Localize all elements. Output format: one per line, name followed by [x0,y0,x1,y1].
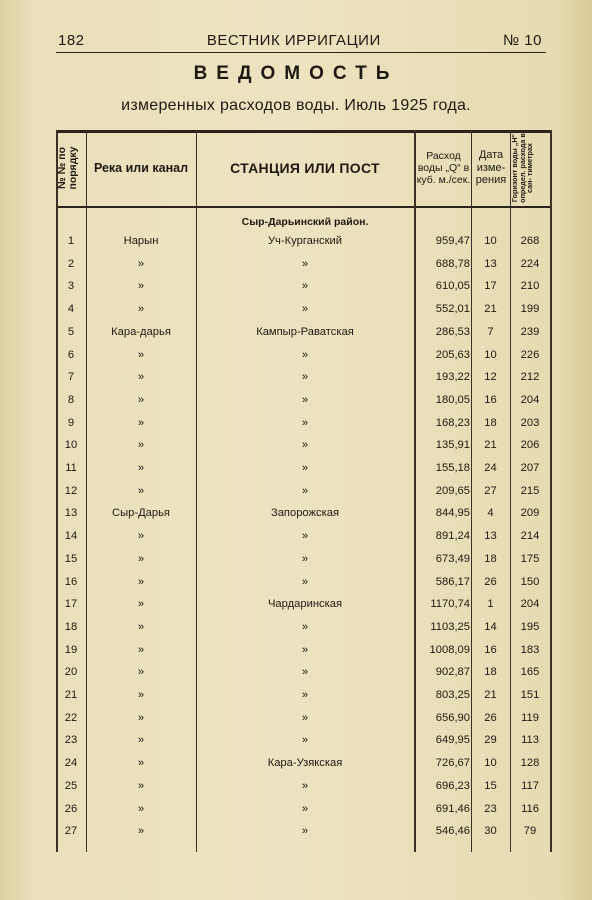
station-cell: » [301,484,309,497]
date-cell: 23 [484,802,497,815]
date-cell: 26 [484,575,497,588]
river-cell: » [137,484,145,497]
station-cell: » [301,734,309,747]
table-row [56,685,552,708]
station-cell: » [301,666,309,679]
flow-cell: 673,49 [435,552,470,565]
flow-cell: 209,65 [435,484,470,497]
horizon-cell: 215 [520,484,540,497]
date-cell: 7 [487,325,494,338]
horizon-cell: 116 [521,802,539,815]
river-cell: » [137,575,145,588]
river-cell: » [137,734,145,747]
river-cell: » [137,711,145,724]
station-cell: » [301,530,309,543]
row-number: 11 [65,462,77,474]
river-cell: » [137,393,145,406]
header-station: СТАНЦИЯ ИЛИ ПОСТ [230,159,380,176]
row-number: 24 [64,757,78,770]
row-number: 20 [64,666,78,679]
district-heading: Сыр-Дарьинский район. [241,216,369,228]
date-cell: 10 [484,235,497,247]
station-cell: » [301,779,309,792]
date-cell: 16 [484,643,497,656]
flow-table [56,130,552,852]
table-row [56,640,552,663]
table-row [56,458,552,481]
river-cell: » [137,462,145,474]
horizon-cell: 268 [520,235,540,247]
date-cell: 15 [484,779,497,792]
station-cell: Кампыр-Раватская [256,325,354,338]
river-cell: » [137,598,145,611]
table-row [56,821,552,844]
row-number: 1 [67,235,75,247]
row-number: 27 [64,825,78,838]
flow-cell: 803,25 [435,689,470,701]
row-number: 9 [67,416,75,429]
horizon-cell: 128 [520,757,540,770]
row-number: 14 [64,530,78,543]
river-cell: » [137,689,145,701]
horizon-cell: 183 [520,643,540,656]
table-row [56,776,552,799]
horizon-cell: 226 [520,348,540,361]
date-cell: 10 [484,757,497,770]
table-row [56,299,552,322]
river-cell: » [137,779,145,792]
row-number: 23 [64,734,78,747]
date-cell: 27 [484,484,497,497]
date-cell: 13 [484,530,497,543]
table-row [56,322,552,345]
document-subtitle: измеренных расходов воды. Июль 1925 года. [121,97,471,114]
horizon-cell: 119 [521,711,539,724]
river-cell: » [137,348,145,361]
river-cell: » [137,802,145,815]
table-row [56,730,552,753]
table-row [56,390,552,413]
row-number: 13 [64,507,78,520]
station-cell: » [301,280,309,293]
issue-number: № 10 [503,32,542,49]
flow-cell: 205,63 [435,348,470,361]
date-cell: 18 [484,666,497,679]
river-cell: » [137,257,145,270]
row-number: 10 [64,439,78,452]
river-cell: » [137,643,145,656]
page-number: 182 [58,32,85,49]
table-row [56,708,552,731]
table-row [56,799,552,822]
station-cell: » [301,689,309,701]
station-cell: Чардаринская [267,598,343,611]
station-cell: » [301,462,309,474]
date-cell: 12 [484,371,497,384]
flow-cell: 649,95 [435,734,470,747]
date-cell: 1 [487,598,494,611]
table-row [56,572,552,595]
table-row [56,413,552,436]
river-cell: Кара-дарья [111,325,171,338]
date-cell: 29 [484,734,497,747]
station-cell: » [301,552,309,565]
table-row [56,345,552,368]
river-cell: » [137,371,145,384]
table-row [56,367,552,390]
date-cell: 21 [484,303,497,316]
station-cell: » [301,439,309,452]
river-cell: » [137,552,145,565]
station-cell: » [301,416,309,429]
horizon-cell: 239 [520,325,540,338]
table-row [56,753,552,776]
horizon-cell: 209 [520,507,540,520]
flow-cell: 546,46 [435,825,470,838]
running-head [58,32,542,52]
river-cell: » [137,620,145,633]
table-row [56,276,552,299]
row-number: 26 [64,802,78,815]
row-number: 6 [67,348,75,361]
date-cell: 13 [484,257,497,270]
horizon-cell: 113 [521,734,539,747]
table-row [56,231,552,254]
flow-cell: 552,01 [435,303,470,316]
flow-cell: 902,87 [435,666,470,679]
row-number: 2 [67,257,75,270]
date-cell: 30 [484,825,497,838]
row-number: 25 [64,779,78,792]
river-cell: » [137,530,145,543]
station-cell: » [301,620,309,633]
horizon-cell: 151 [520,689,540,701]
date-cell: 4 [487,507,494,520]
flow-cell: 610,05 [435,280,470,293]
station-cell: » [301,371,309,384]
station-cell: » [301,393,309,406]
row-number: 5 [67,325,75,338]
table-row [56,481,552,504]
header-num-label: № № по порядку [56,146,80,190]
station-cell: » [301,257,309,270]
journal-title: ВЕСТНИК ИРРИГАЦИИ [206,32,381,49]
flow-cell: 1103,25 [430,620,470,633]
date-cell: 18 [484,552,497,565]
flow-cell: 726,67 [435,757,470,770]
horizon-cell: 150 [520,575,540,588]
station-cell: » [301,348,309,361]
flow-cell: 691,46 [435,802,470,815]
header-flow: Расход воды „Q“ в куб. м./сек. [416,149,471,187]
horizon-cell: 203 [520,416,540,429]
horizon-cell: 224 [520,257,540,270]
horizon-cell: 175 [520,552,540,565]
date-cell: 21 [484,689,497,701]
station-cell: » [301,575,309,588]
horizon-cell: 210 [520,280,540,293]
flow-cell: 688,78 [435,257,470,270]
horizon-cell: 79 [523,825,537,838]
flow-cell: 844,95 [435,507,470,520]
row-number: 18 [64,620,78,633]
date-cell: 26 [484,711,497,724]
station-cell: » [301,303,309,316]
flow-cell: 656,90 [435,711,470,724]
river-cell: » [137,280,145,293]
station-cell: » [301,825,309,838]
row-number: 21 [64,689,78,701]
flow-cell: 168,23 [435,416,470,429]
date-cell: 16 [484,393,497,406]
row-number: 3 [67,280,75,293]
table-row [56,549,552,572]
station-cell: » [301,802,309,815]
row-number: 8 [67,393,75,406]
horizon-cell: 207 [520,462,540,474]
horizon-cell: 204 [520,393,540,406]
river-cell: » [137,416,145,429]
horizon-cell: 195 [520,620,540,633]
horizon-cell: 117 [521,779,539,792]
flow-cell: 959,47 [435,235,470,247]
table-row [56,662,552,685]
date-cell: 17 [484,280,497,293]
row-number: 16 [64,575,78,588]
horizon-cell: 199 [520,303,540,316]
river-cell: » [137,757,145,770]
river-cell: Нарын [123,235,159,247]
header-bottom-rule [56,206,552,208]
river-cell: » [137,825,145,838]
row-number: 22 [64,711,78,724]
header-rule [56,52,546,53]
date-cell: 14 [484,620,497,633]
flow-cell: 696,23 [435,779,470,792]
flow-cell: 286,53 [435,325,470,338]
date-cell: 24 [484,462,497,474]
flow-cell: 586,17 [435,575,470,588]
flow-cell: 155,18 [435,462,470,474]
horizon-cell: 206 [520,439,540,452]
table-row [56,435,552,458]
date-cell: 18 [484,416,497,429]
river-cell: » [137,303,145,316]
horizon-cell: 204 [520,598,540,611]
station-cell: » [301,711,309,724]
table-row [56,503,552,526]
flow-cell: 135,91 [435,439,470,452]
flow-cell: 180,05 [435,393,470,406]
station-cell: Уч-Курганский [267,235,343,247]
table-row [56,254,552,277]
flow-cell: 1008,09 [429,643,470,656]
document-title: ВЕДОМОСТЬ [193,63,399,84]
row-number: 19 [64,643,78,656]
header-cell-num [56,130,86,206]
row-number: 17 [64,598,78,611]
station-cell: » [301,643,309,656]
header-date: Дата изме- рения [475,149,507,187]
horizon-cell: 214 [520,530,540,543]
flow-cell: 891,24 [435,530,470,543]
horizon-cell: 212 [520,371,540,384]
row-number: 4 [67,303,75,316]
table-row [56,594,552,617]
river-cell: » [137,666,145,679]
river-cell: Сыр-Дарья [112,507,170,520]
date-cell: 21 [484,439,497,452]
river-cell: » [137,439,145,452]
table-row [56,526,552,549]
flow-cell: 193,22 [435,371,470,384]
header-river: Река или канал [93,160,189,175]
row-number: 12 [64,484,78,497]
header-horizon-label: Горизонт воды „H“ определ. расхода в сан- тиметрах [510,133,535,203]
header-cell-horizon [510,130,550,206]
horizon-cell: 165 [520,666,540,679]
date-cell: 10 [484,348,497,361]
row-number: 7 [67,371,75,384]
station-cell: Кара-Узякская [267,757,343,770]
flow-cell: 1170,74 [430,598,470,611]
row-number: 15 [64,552,78,565]
station-cell: Запорожская [270,507,340,520]
table-row [56,617,552,640]
